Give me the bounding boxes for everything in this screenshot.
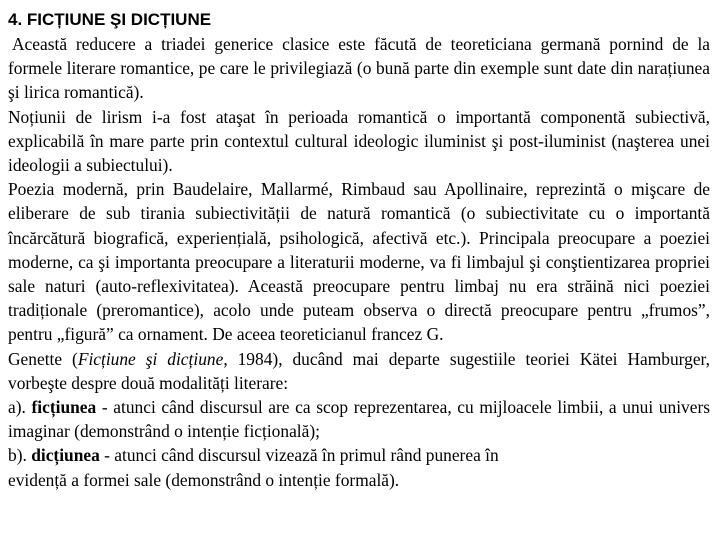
document-body — [8, 32, 710, 492]
section-title: 4. FICȚIUNE ŞI DICȚIUNE — [8, 10, 212, 29]
term-diction: dicțiunea — [31, 445, 100, 466]
list-marker-a: a). — [8, 397, 32, 418]
paragraph-modern-poetry: Poezia modernă, prin Baudelaire, Mallarmé, Rimbaud sau Apollinaire, reprezintă o mişcare de eliberare de sub tirania subiectivității de natură romantică (o subiectivitate cu o importantă încărcătură biografică, experiențială, psihologică, afectivă etc.). Principala preocupare a poeziei moderne, ca şi importanta preocupare a literaturii moderne, va fi limbajul şi conştientizarea propriei sale naturi (auto-reflexivitatea). Această preocupare pentru limbaj nu era străină nici poeziei tradiționale (preromantice), acolo unde puteam observa o directă preocupare pentru „frumos”, pentru „figură” ca ornament. De aceea teoreticianul francez G. — [8, 179, 710, 345]
paragraph-lyricism: Noțiunii de lirism i-a fost ataşat în perioada romantică o importantă componentă subiectivă, explicabilă în mare parte prin contextul cultural ideologic iluminist şi post-iluminist (naşterea unei ideologii a subiectului). — [8, 106, 710, 176]
paragraph-triad: Această reducere a triadei generice clasice este făcută de teoreticiana germană pornind de la formele literare romantice, pe care le privilegiază (o bună parte din exemple sunt date din narațiunea şi lirica romantică). — [8, 34, 710, 103]
genette-text-after: , 1984), ducând mai departe sugestiile teoriei Kätei Hamburger, vorbeşte despre două modalități literare: — [8, 348, 710, 393]
book-title: Ficțiune şi dicțiune — [77, 348, 224, 369]
list-item-diction — [8, 443, 710, 491]
definition-diction-part-1: - atunci când discursul vizează în primul rând punerea în — [99, 445, 499, 466]
definition-diction-part-2: evidență a formei sale (demonstrând o intenție formală). — [8, 469, 400, 490]
list-marker-b: b). — [8, 445, 32, 466]
list-item-fiction — [8, 395, 710, 443]
term-fiction: ficțiunea — [31, 397, 97, 418]
paragraph-genette — [8, 347, 710, 395]
genette-text-before: Genette ( — [8, 348, 78, 369]
definition-fiction: - atunci când discursul are ca scop reprezentarea, cu mijloacele limbii, a unui univers imaginar (demonstrând o intenție ficțională); — [8, 397, 711, 442]
